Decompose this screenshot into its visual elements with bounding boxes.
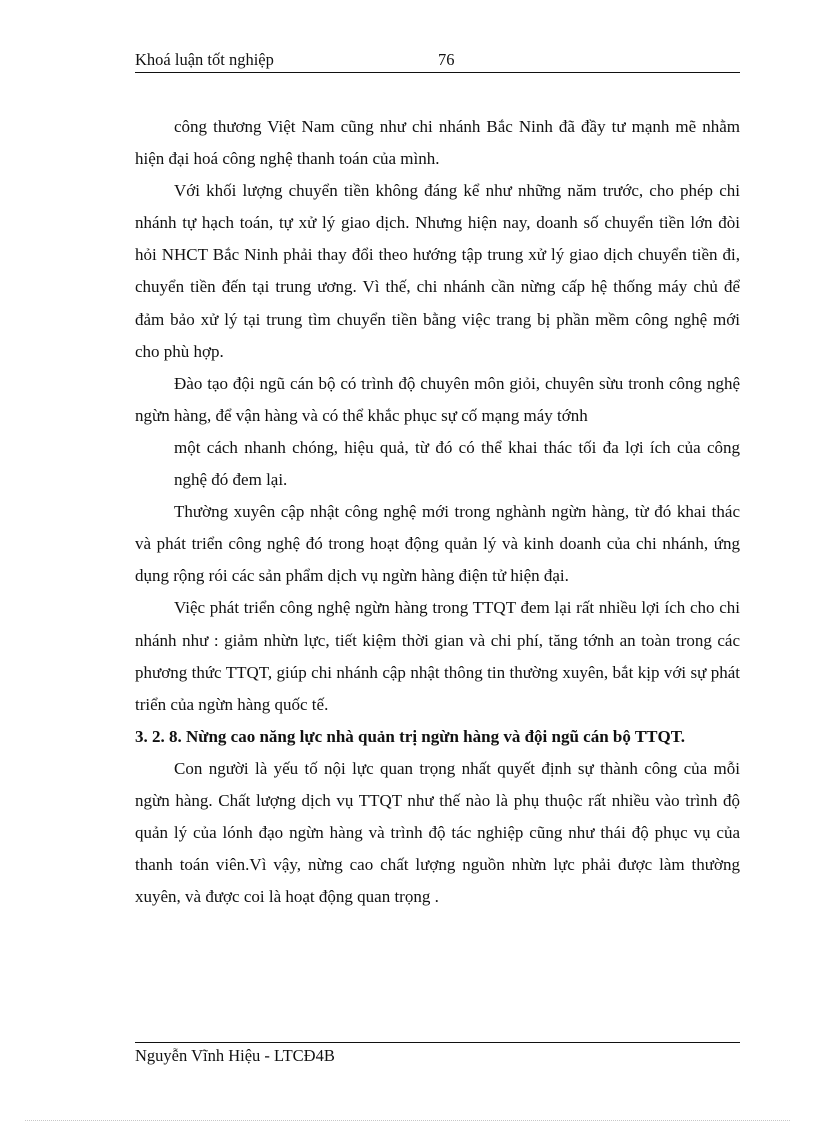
- page-footer: Nguyễn Vĩnh Hiệu - LTCĐ4B: [135, 1046, 335, 1065]
- paragraph: Thường xuyên cập nhật công nghệ mới trong nghành ngừn hàng, từ đó khai thác và phát triển công nghệ đó trong hoạt động quản lý và kinh doanh của chi nhánh, ứng dụng rộng rói các sản phẩm dịch vụ ngừn hàng điện tử hiện đại.: [135, 502, 740, 586]
- page-header: [135, 50, 740, 73]
- paragraph: Đào tạo đội ngũ cán bộ có trình độ chuyên môn giỏi, chuyên sừu tronh công nghệ ngừn hàng, để vận hàng và có thể khắc phục sự cố mạng máy tớnh: [135, 373, 740, 425]
- header-title: Khoá luận tốt nghiệp: [135, 50, 274, 69]
- paragraph: công thương Việt Nam cũng như chi nhánh Bắc Ninh đã đầy tư mạnh mẽ nhằm hiện đại hoá công nghệ thanh toán của mình.: [135, 117, 740, 169]
- paragraph: Với khối lượng chuyển tiền không đáng kể như những năm trước, cho phép chi nhánh tự hạch toán, tự xử lý giao dịch. Nhưng hiện nay, doanh số chuyển tiền lớn đòi hỏi NHCT Bắc Ninh phải thay đổi theo hướng tập trung xử lý giao dịch chuyển tiền đi, chuyển tiền đến tại trung ương. Vì thế, chi nhánh cần nừng cấp hệ thống máy chủ để đảm bảo xử lý tại trung tìm chuyển tiền bằng việc trang bị phần mềm công nghệ mới cho phù hợp.: [135, 181, 740, 361]
- paragraph: Việc phát triển công nghệ ngừn hàng trong TTQT đem lại rất nhiều lợi ích cho chi nhánh như : giảm nhừn lực, tiết kiệm thời gian và chi phí, tăng tớnh an toàn trong các phương thức TTQT, giúp chi nhánh cập nhật thông tin thường xuyên, bắt kịp với sự phát triển của ngừn hàng quốc tế.: [135, 598, 740, 714]
- document-body: [135, 111, 740, 913]
- page-edge-divider: [25, 1120, 790, 1121]
- page-number: 76: [438, 50, 455, 69]
- section-heading: 3. 2. 8. Nừng cao năng lực nhà quản trị ngừn hàng và đội ngũ cán bộ TTQT.: [135, 726, 686, 746]
- paragraph: một cách nhanh chóng, hiệu quả, từ đó có thể khai thác tối đa lợi ích của công nghệ đó đem lại.: [174, 437, 740, 490]
- footer-divider: [135, 1042, 740, 1043]
- paragraph: Con người là yếu tố nội lực quan trọng nhất quyết định sự thành công của mỗi ngừn hàng. Chất lượng dịch vụ TTQT như thế nào là phụ thuộc rất nhiều vào trình độ quản lý của lónh đạo ngừn hàng và trình độ tác nghiệp cũng như thái độ phục vụ của thanh toán viên.Vì vậy, nừng cao chất lượng nguồn nhừn lực phải được làm thường xuyên, và được coi là hoạt động quan trọng .: [135, 758, 740, 907]
